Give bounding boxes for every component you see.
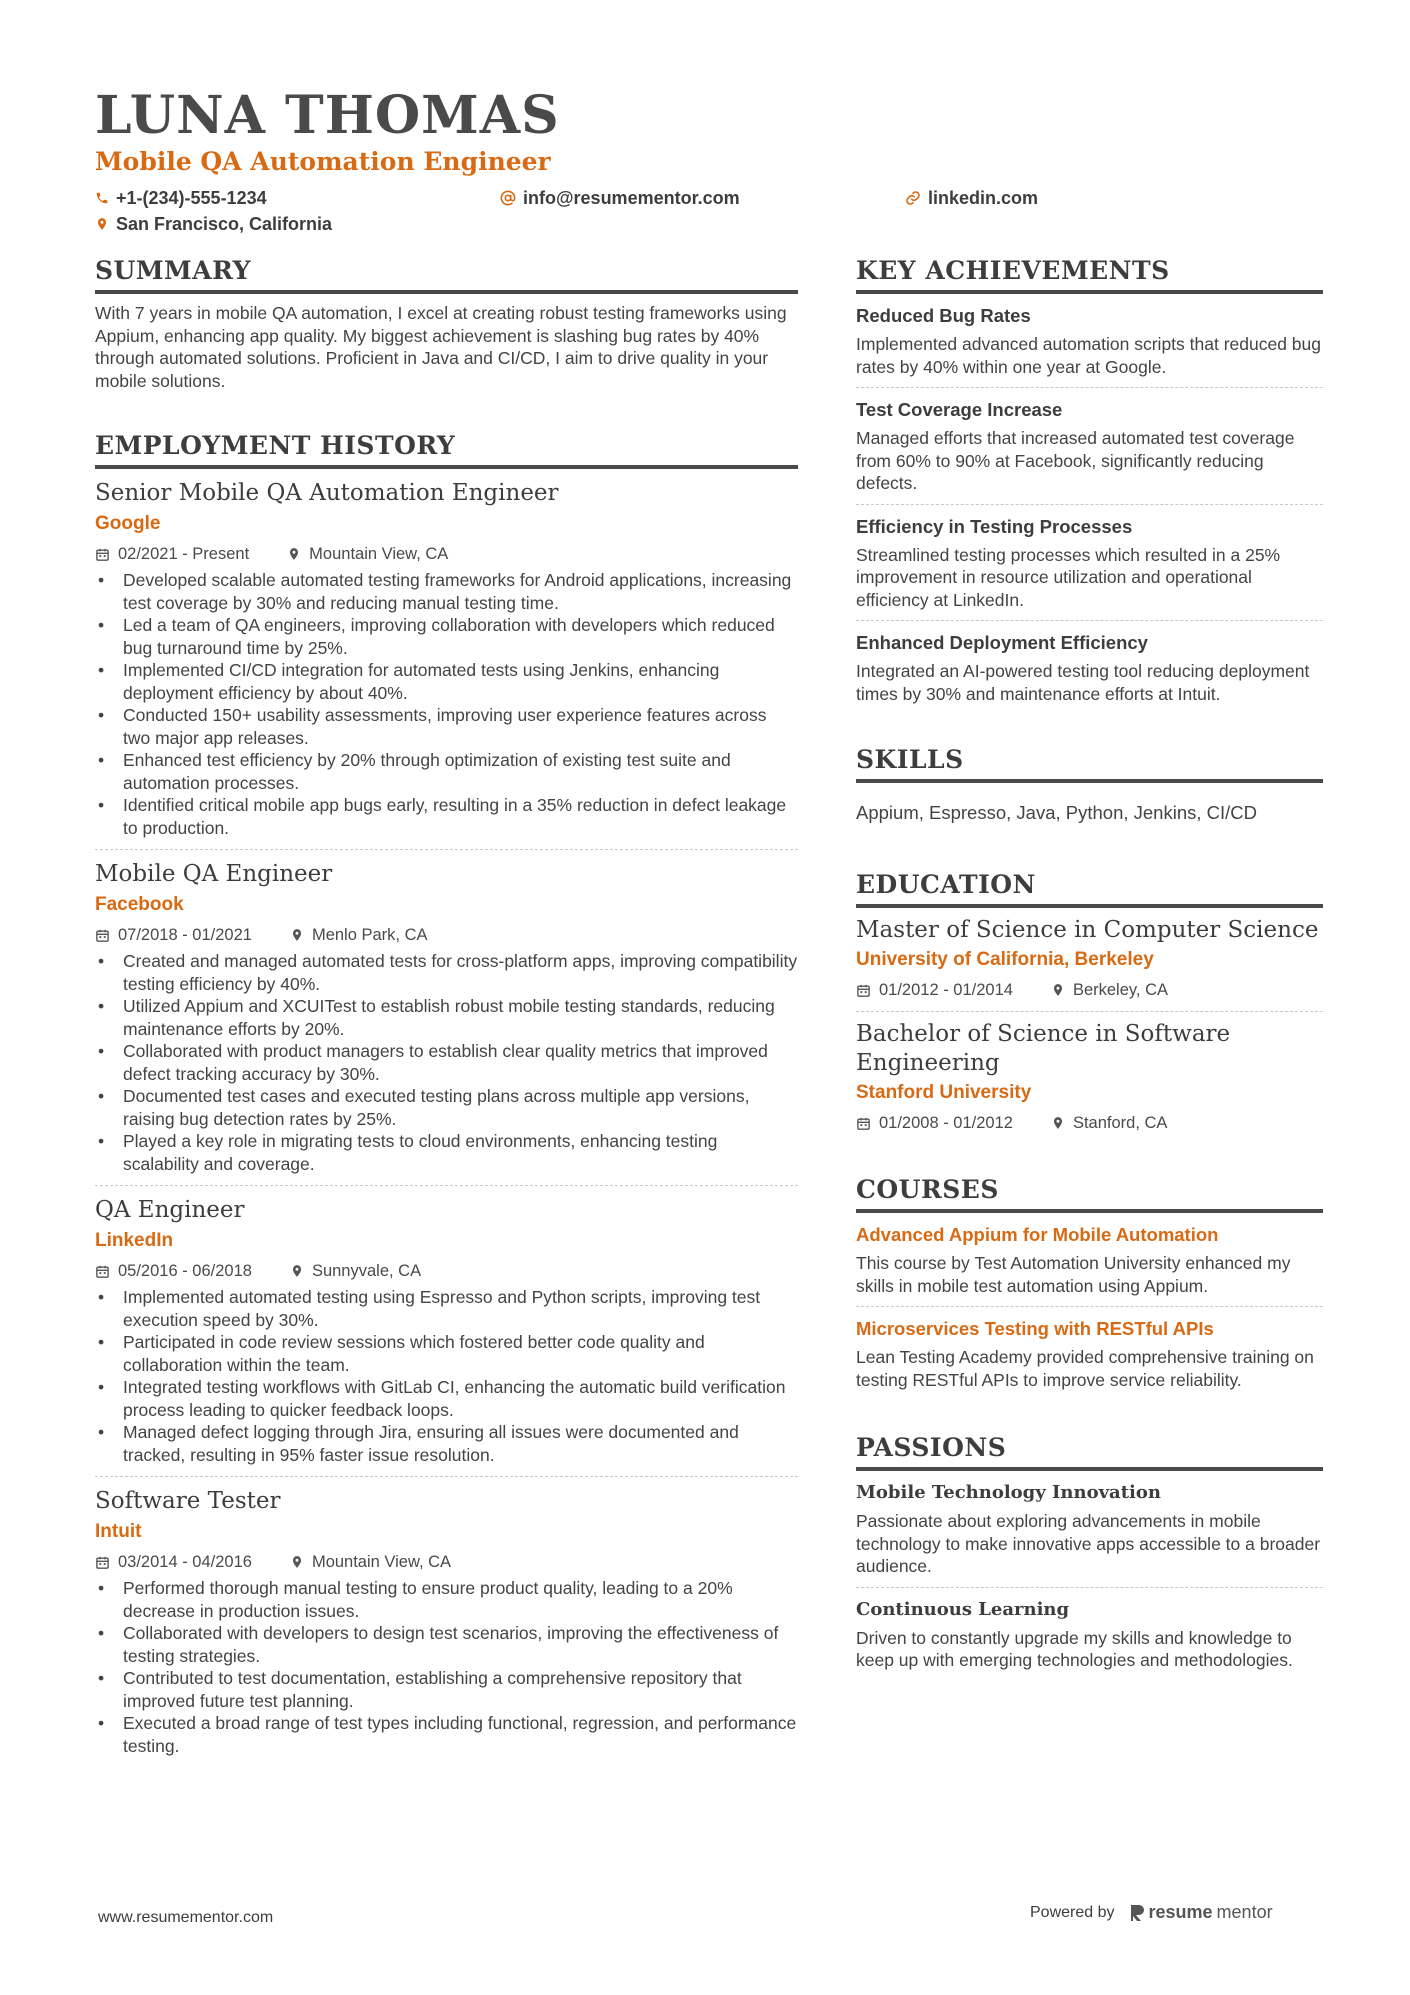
bullet-item: • Collaborated with developers to design test scenarios, improving the effectiveness of testing strategies. <box>95 1622 798 1667</box>
summary-section <box>95 255 798 392</box>
achievements-list <box>856 294 1323 714</box>
contact-phone <box>95 186 500 210</box>
meta-row <box>95 1551 798 1573</box>
calendar-icon <box>95 1555 110 1570</box>
courses-section <box>856 1174 1323 1400</box>
company-name: Google <box>95 513 161 534</box>
course-item <box>856 1213 1323 1307</box>
passion-title: Continuous Learning <box>856 1598 1070 1620</box>
location-pin-icon <box>1051 982 1065 998</box>
school-name: University of California, Berkeley <box>856 949 1154 970</box>
location-text: Stanford, CA <box>1072 1114 1168 1132</box>
contact-location <box>95 212 332 236</box>
location-pin-icon <box>287 546 301 562</box>
bullet-item: • Developed scalable automated testing frameworks for Android applications, increasing test coverage by 30% and reducing manual testing time. <box>95 569 798 614</box>
skills-heading: SKILLS <box>856 744 1323 783</box>
achievement-desc: Managed efforts that increased automated test coverage from 60% to 90% at Facebook, significantly reducing defects. <box>856 428 1295 493</box>
company-name: Intuit <box>95 1521 142 1542</box>
achievement-title: Enhanced Deployment Efficiency <box>856 632 1148 653</box>
calendar-icon <box>856 983 871 998</box>
skills-section <box>856 744 1323 825</box>
link-icon <box>905 190 921 206</box>
job-title: Software Tester <box>95 1488 281 1514</box>
bullet-item: • Played a key role in migrating tests to cloud environments, enhancing testing scalability and coverage. <box>95 1130 798 1175</box>
degree-title: Master of Science in Computer Science <box>856 917 1319 943</box>
achievement-desc: Streamlined testing processes which resulted in a 25% improvement in resource utilization and operational efficiency at LinkedIn. <box>856 544 1281 610</box>
company-name: Facebook <box>95 894 184 915</box>
bullet-item: • Integrated testing workflows with GitLab CI, enhancing the automatic build verification process leading to quicker feedback loops. <box>95 1376 798 1421</box>
location-pin-icon <box>95 216 109 232</box>
achievement-item <box>856 388 1323 505</box>
location-pin-icon <box>290 927 304 943</box>
contact-row-2 <box>95 212 1325 236</box>
email-link[interactable]: info@resumementor.com <box>523 188 740 208</box>
school-name: Stanford University <box>856 1082 1032 1103</box>
employment-heading: EMPLOYMENT HISTORY <box>95 430 798 469</box>
achievement-title: Reduced Bug Rates <box>856 305 1031 326</box>
summary-text: With 7 years in mobile QA automation, I excel at creating robust testing frameworks using Appium, enhancing app quality. My biggest achievement is slashing bug rates by 40% through automated solutions. Proficient in Java and CI/CD, I aim to drive quality in your mobile solutions. <box>95 303 787 391</box>
employment-section <box>95 430 798 1767</box>
contact-linkedin[interactable] <box>905 186 1038 210</box>
job-title: Senior Mobile QA Automation Engineer <box>95 480 559 506</box>
meta-row <box>95 543 798 565</box>
education-heading: EDUCATION <box>856 869 1323 908</box>
course-desc: This course by Test Automation University enhanced my skills in mobile test automation using Appium. <box>856 1253 1291 1296</box>
footer-powered <box>1030 1902 1273 1923</box>
dates-text: 05/2016 - 06/2018 <box>118 1262 252 1280</box>
calendar-icon <box>95 1264 110 1279</box>
passions-section <box>856 1432 1323 1681</box>
passions-list <box>856 1471 1323 1681</box>
location-pin-icon <box>290 1263 304 1279</box>
education-section <box>856 869 1323 1144</box>
skills-text: Appium, Espresso, Java, Python, Jenkins, CI/CD <box>856 802 1258 823</box>
calendar-icon <box>95 547 110 562</box>
location-text: Mountain View, CA <box>309 545 449 563</box>
phone-icon <box>95 191 109 205</box>
achievements-heading: KEY ACHIEVEMENTS <box>856 255 1323 294</box>
course-item <box>856 1307 1323 1400</box>
job-title: Mobile QA Engineer <box>95 861 333 887</box>
bullet-item: • Contributed to test documentation, establishing a comprehensive repository that improved future test planning. <box>95 1667 798 1712</box>
education-list <box>856 908 1323 1144</box>
location-text: Mountain View, CA <box>311 1553 452 1571</box>
achievement-desc: Implemented advanced automation scripts that reduced bug rates by 40% within one year at Google. <box>856 334 1322 377</box>
bullet-item: • Managed defect logging through Jira, ensuring all issues were documented and tracked, resulting in 95% faster issue resolution. <box>95 1421 798 1466</box>
powered-by-label: Powered by <box>1030 1903 1115 1921</box>
job-entry <box>95 1477 798 1767</box>
bullet-item: • Performed thorough manual testing to ensure product quality, leading to a 20% decrease in production issues. <box>95 1577 798 1622</box>
dates-text: 07/2018 - 01/2021 <box>118 926 252 944</box>
brand-mark-icon <box>1129 1903 1145 1923</box>
passion-desc: Passionate about exploring advancements in mobile technology to make innovative apps accessible to a broader audience. <box>856 1511 1321 1576</box>
jobs-list <box>95 469 798 1767</box>
brand-name-light: mentor <box>1216 1902 1273 1922</box>
job-title: QA Engineer <box>95 1197 245 1223</box>
bullet-item: • Identified critical mobile app bugs early, resulting in a 35% reduction in defect leakage to production. <box>95 794 798 839</box>
right-column <box>856 255 1323 1711</box>
brand-name-bold: resume <box>1148 1902 1213 1922</box>
calendar-icon <box>856 1116 871 1131</box>
dates-text: 01/2012 - 01/2014 <box>879 981 1013 999</box>
left-column <box>95 255 798 1797</box>
degree-title: Bachelor of Science in Software Engineering <box>856 1021 1231 1076</box>
courses-heading: COURSES <box>856 1174 1323 1213</box>
candidate-name: LUNA THOMAS <box>95 85 560 146</box>
phone-text: +1-(234)-555-1234 <box>116 188 267 208</box>
location-text: Berkeley, CA <box>1072 981 1169 999</box>
bullet-item: • Documented test cases and executed testing plans across multiple app versions, raising bug detection rates by 25%. <box>95 1085 798 1130</box>
contact-email[interactable] <box>500 186 905 210</box>
location-text: Menlo Park, CA <box>311 926 428 944</box>
linkedin-link[interactable]: linkedin.com <box>928 188 1039 208</box>
achievement-title: Efficiency in Testing Processes <box>856 515 1133 537</box>
calendar-icon <box>95 928 110 943</box>
passion-title: Mobile Technology Innovation <box>856 1482 1161 1503</box>
at-sign-icon <box>500 190 516 206</box>
education-item <box>856 1012 1323 1144</box>
passion-item <box>856 1471 1323 1588</box>
bullet-item: • Collaborated with product managers to establish clear quality metrics that improved defect tracking accuracy by 30%. <box>95 1040 798 1085</box>
job-entry <box>95 469 798 850</box>
location-text: San Francisco, California <box>116 214 333 234</box>
dates-text: 02/2021 - Present <box>118 545 250 563</box>
achievement-title: Test Coverage Increase <box>856 399 1063 420</box>
location-text: Sunnyvale, CA <box>311 1262 422 1280</box>
bullet-item: • Created and managed automated tests for cross-platform apps, improving compatibility testing efficiency by 40%. <box>95 950 798 995</box>
bullet-item: • Implemented CI/CD integration for automated tests using Jenkins, enhancing deployment efficiency by about 40%. <box>95 659 798 704</box>
course-desc: Lean Testing Academy provided comprehensive training on testing RESTful APIs to improve service reliability. <box>856 1347 1314 1390</box>
bullet-item: • Implemented automated testing using Espresso and Python scripts, improving test execution speed by 30%. <box>95 1286 798 1331</box>
passions-heading: PASSIONS <box>856 1432 1323 1471</box>
achievements-section <box>856 255 1323 714</box>
course-title: Microservices Testing with RESTful APIs <box>856 1318 1214 1339</box>
bullet-item: • Utilized Appium and XCUITest to establish robust mobile testing standards, reducing maintenance efforts by 20%. <box>95 995 798 1040</box>
job-bullets <box>95 1577 798 1757</box>
dates-text: 03/2014 - 04/2016 <box>118 1553 252 1571</box>
courses-list <box>856 1213 1323 1400</box>
meta-row <box>95 924 798 946</box>
achievement-item <box>856 294 1323 388</box>
achievement-item <box>856 621 1323 714</box>
location-pin-icon <box>1051 1115 1065 1131</box>
candidate-role: Mobile QA Automation Engineer <box>95 147 551 176</box>
course-title: Advanced Appium for Mobile Automation <box>856 1224 1219 1245</box>
education-item <box>856 908 1323 1012</box>
job-entry <box>95 850 798 1186</box>
job-bullets <box>95 569 798 839</box>
company-name: LinkedIn <box>95 1230 174 1251</box>
bullet-item: • Enhanced test efficiency by 20% through optimization of existing test suite and automation processes. <box>95 749 798 794</box>
meta-row <box>95 1260 798 1282</box>
bullet-item: • Led a team of QA engineers, improving collaboration with developers which reduced bug turnaround time by 25%. <box>95 614 798 659</box>
summary-heading: SUMMARY <box>95 255 798 294</box>
brand-logo[interactable] <box>1129 1902 1273 1923</box>
bullet-item: • Conducted 150+ usability assessments, improving user experience features across two major app releases. <box>95 704 798 749</box>
bullet-item: • Executed a broad range of test types including functional, regression, and performance testing. <box>95 1712 798 1757</box>
dates-text: 01/2008 - 01/2012 <box>879 1114 1013 1132</box>
passion-item <box>856 1588 1323 1681</box>
meta-row <box>856 979 1323 1001</box>
meta-row <box>856 1112 1323 1134</box>
contact-row <box>95 186 1325 210</box>
achievement-desc: Integrated an AI-powered testing tool reducing deployment times by 30% and maintenance efforts at Intuit. <box>856 661 1310 704</box>
passion-desc: Driven to constantly upgrade my skills and knowledge to keep up with emerging technologies and methodologies. <box>856 1627 1293 1670</box>
job-bullets <box>95 1286 798 1466</box>
resume-header <box>95 86 1325 236</box>
bullet-item: • Participated in code review sessions which fostered better code quality and collaboration within the team. <box>95 1331 798 1376</box>
achievement-item <box>856 505 1323 622</box>
location-pin-icon <box>290 1554 304 1570</box>
footer-website[interactable]: www.resumementor.com <box>98 1909 274 1926</box>
job-bullets <box>95 950 798 1175</box>
job-entry <box>95 1186 798 1477</box>
